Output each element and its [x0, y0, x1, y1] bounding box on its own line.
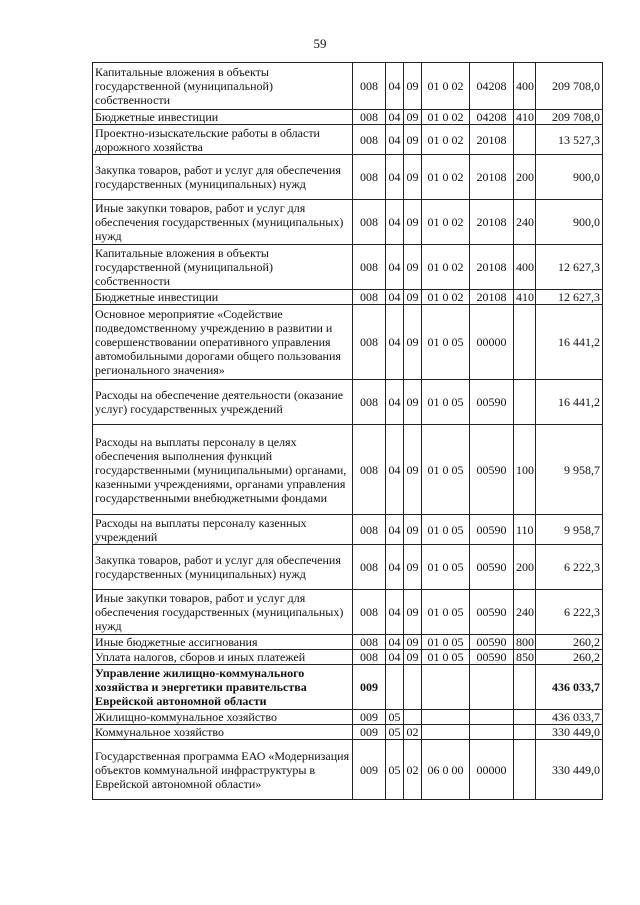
row-gr-code: 008: [353, 290, 386, 305]
row-name: Государственная программа ЕАО «Модернизация объектов коммунальной инфраструктуры в Еврейской автономной области»: [93, 740, 353, 800]
row-gr-code: 009: [353, 665, 386, 710]
row-pr-code: 09: [404, 305, 422, 380]
table-row: [93, 545, 603, 590]
table-row: [93, 725, 603, 740]
row-vr-code: 240: [514, 590, 536, 635]
row-name: Уплата налогов, сборов и иных платежей: [93, 650, 353, 665]
table-row: [93, 425, 603, 515]
row-amount: 16 441,2: [536, 305, 603, 380]
row-vr-code: 110: [514, 515, 536, 545]
row-amount: 330 449,0: [536, 740, 603, 800]
row-name: Проектно-изыскательские работы в области дорожного хозяйства: [93, 125, 353, 155]
row-name: Жилищно-коммунальное хозяйство: [93, 710, 353, 725]
row-vr-code: 240: [514, 200, 536, 245]
row-vr-code: 400: [514, 63, 536, 110]
table-row: [93, 110, 603, 125]
row-csr-direction: [470, 725, 514, 740]
row-gr-code: 008: [353, 245, 386, 290]
row-csr-program: [422, 710, 470, 725]
row-rz-code: 04: [386, 515, 404, 545]
row-csr-direction: 00590: [470, 425, 514, 515]
row-csr-program: 01 0 02: [422, 63, 470, 110]
row-name: Бюджетные инвестиции: [93, 290, 353, 305]
row-gr-code: 008: [353, 63, 386, 110]
row-csr-direction: 20108: [470, 155, 514, 200]
row-pr-code: 02: [404, 725, 422, 740]
row-gr-code: 008: [353, 110, 386, 125]
row-gr-code: 008: [353, 125, 386, 155]
row-csr-direction: 00590: [470, 545, 514, 590]
row-rz-code: 04: [386, 245, 404, 290]
table-row: [93, 515, 603, 545]
row-amount: 12 627,3: [536, 245, 603, 290]
row-rz-code: 04: [386, 200, 404, 245]
row-csr-direction: 20108: [470, 200, 514, 245]
row-csr-program: 01 0 05: [422, 380, 470, 425]
row-amount: 209 708,0: [536, 63, 603, 110]
row-name: Иные закупки товаров, работ и услуг для обеспечения государственных (муниципальных) нужд: [93, 590, 353, 635]
row-name: Бюджетные инвестиции: [93, 110, 353, 125]
table-row: [93, 200, 603, 245]
row-csr-direction: [470, 665, 514, 710]
row-rz-code: 04: [386, 290, 404, 305]
row-amount: 900,0: [536, 155, 603, 200]
row-rz-code: 04: [386, 110, 404, 125]
row-csr-direction: 00590: [470, 650, 514, 665]
row-name: Коммунальное хозяйство: [93, 725, 353, 740]
row-amount: 260,2: [536, 635, 603, 650]
row-pr-code: 02: [404, 740, 422, 800]
row-name: Расходы на выплаты персоналу в целях обеспечения выполнения функций государственными (муниципальными) органами, казенными учреждениями, органами управления государственными внебюджетными фондами: [93, 425, 353, 515]
row-pr-code: 09: [404, 380, 422, 425]
table-row: [93, 740, 603, 800]
table-row: [93, 155, 603, 200]
table-row: [93, 650, 603, 665]
row-amount: 13 527,3: [536, 125, 603, 155]
row-name: Иные закупки товаров, работ и услуг для обеспечения государственных (муниципальных) нужд: [93, 200, 353, 245]
row-name: Расходы на обеспечение деятельности (оказание услуг) государственных учреждений: [93, 380, 353, 425]
row-vr-code: [514, 710, 536, 725]
row-vr-code: 410: [514, 110, 536, 125]
row-pr-code: 09: [404, 635, 422, 650]
row-csr-program: [422, 665, 470, 710]
row-pr-code: 09: [404, 515, 422, 545]
row-pr-code: 09: [404, 425, 422, 515]
row-gr-code: 008: [353, 425, 386, 515]
row-amount: 436 033,7: [536, 710, 603, 725]
page-number: 59: [313, 36, 327, 51]
row-rz-code: 04: [386, 305, 404, 380]
row-amount: 16 441,2: [536, 380, 603, 425]
row-pr-code: 09: [404, 110, 422, 125]
row-vr-code: [514, 665, 536, 710]
row-amount: 9 958,7: [536, 515, 603, 545]
row-name: Иные бюджетные ассигнования: [93, 635, 353, 650]
table-row: [93, 290, 603, 305]
budget-table: [92, 62, 603, 800]
table-row: [93, 305, 603, 380]
row-rz-code: 05: [386, 725, 404, 740]
row-csr-program: 01 0 05: [422, 425, 470, 515]
row-pr-code: 09: [404, 545, 422, 590]
row-vr-code: [514, 305, 536, 380]
row-gr-code: 009: [353, 710, 386, 725]
row-csr-program: 01 0 02: [422, 125, 470, 155]
row-name: Расходы на выплаты персоналу казенных учреждений: [93, 515, 353, 545]
table-row: [93, 380, 603, 425]
row-csr-program: 01 0 05: [422, 515, 470, 545]
row-vr-code: [514, 125, 536, 155]
row-pr-code: 09: [404, 63, 422, 110]
row-csr-direction: 20108: [470, 290, 514, 305]
row-name: Капитальные вложения в объекты государственной (муниципальной) собственности: [93, 63, 353, 110]
row-csr-direction: 00000: [470, 740, 514, 800]
row-gr-code: 009: [353, 725, 386, 740]
row-gr-code: 008: [353, 200, 386, 245]
row-csr-direction: 00590: [470, 515, 514, 545]
row-csr-direction: 00590: [470, 590, 514, 635]
row-amount: 6 222,3: [536, 590, 603, 635]
row-gr-code: 008: [353, 590, 386, 635]
row-vr-code: 800: [514, 635, 536, 650]
table-row: [93, 665, 603, 710]
row-gr-code: 008: [353, 305, 386, 380]
row-rz-code: 04: [386, 635, 404, 650]
row-pr-code: 09: [404, 290, 422, 305]
row-name: Капитальные вложения в объекты государственной (муниципальной) собственности: [93, 245, 353, 290]
row-csr-program: 01 0 02: [422, 200, 470, 245]
row-pr-code: 09: [404, 155, 422, 200]
row-csr-direction: 00000: [470, 305, 514, 380]
table-row: [93, 635, 603, 650]
table-row: [93, 710, 603, 725]
row-rz-code: [386, 665, 404, 710]
row-rz-code: 04: [386, 545, 404, 590]
row-csr-program: 01 0 05: [422, 635, 470, 650]
row-csr-program: 01 0 02: [422, 155, 470, 200]
row-rz-code: 05: [386, 710, 404, 725]
row-rz-code: 04: [386, 380, 404, 425]
row-csr-direction: 00590: [470, 380, 514, 425]
table-row: [93, 590, 603, 635]
row-pr-code: 09: [404, 200, 422, 245]
row-amount: 6 222,3: [536, 545, 603, 590]
row-vr-code: [514, 380, 536, 425]
row-gr-code: 008: [353, 515, 386, 545]
row-amount: 436 033,7: [536, 665, 603, 710]
row-amount: 260,2: [536, 650, 603, 665]
row-vr-code: [514, 740, 536, 800]
row-vr-code: 100: [514, 425, 536, 515]
row-gr-code: 009: [353, 740, 386, 800]
row-gr-code: 008: [353, 635, 386, 650]
row-rz-code: 04: [386, 125, 404, 155]
row-amount: 12 627,3: [536, 290, 603, 305]
row-csr-direction: 04208: [470, 63, 514, 110]
row-name: Основное мероприятие «Содействие подведомственному учреждению в развитии и совершенствовании оперативного управления автомобильными дорогами общего пользования регионального значения»: [93, 305, 353, 380]
row-vr-code: 400: [514, 245, 536, 290]
row-rz-code: 05: [386, 740, 404, 800]
row-csr-direction: 20108: [470, 245, 514, 290]
table-body: [93, 63, 603, 800]
row-csr-program: 06 0 00: [422, 740, 470, 800]
row-csr-program: [422, 725, 470, 740]
row-csr-direction: 00590: [470, 635, 514, 650]
row-gr-code: 008: [353, 650, 386, 665]
table-row: [93, 63, 603, 110]
row-pr-code: [404, 710, 422, 725]
row-csr-program: 01 0 02: [422, 110, 470, 125]
row-rz-code: 04: [386, 590, 404, 635]
row-gr-code: 008: [353, 155, 386, 200]
row-csr-program: 01 0 05: [422, 545, 470, 590]
row-csr-direction: 20108: [470, 125, 514, 155]
row-csr-direction: [470, 710, 514, 725]
row-amount: 330 449,0: [536, 725, 603, 740]
row-vr-code: 200: [514, 545, 536, 590]
row-csr-direction: 04208: [470, 110, 514, 125]
row-name: Закупка товаров, работ и услуг для обеспечения государственных (муниципальных) нужд: [93, 545, 353, 590]
row-rz-code: 04: [386, 63, 404, 110]
row-pr-code: 09: [404, 590, 422, 635]
row-rz-code: 04: [386, 155, 404, 200]
row-csr-program: 01 0 02: [422, 290, 470, 305]
row-vr-code: [514, 725, 536, 740]
row-pr-code: [404, 665, 422, 710]
row-name: Управление жилищно-коммунального хозяйства и энергетики правительства Еврейской автономной области: [93, 665, 353, 710]
row-csr-program: 01 0 02: [422, 245, 470, 290]
row-pr-code: 09: [404, 650, 422, 665]
row-vr-code: 200: [514, 155, 536, 200]
row-amount: 209 708,0: [536, 110, 603, 125]
row-vr-code: 410: [514, 290, 536, 305]
row-csr-program: 01 0 05: [422, 650, 470, 665]
row-gr-code: 008: [353, 545, 386, 590]
row-csr-program: 01 0 05: [422, 305, 470, 380]
table-row: [93, 125, 603, 155]
row-vr-code: 850: [514, 650, 536, 665]
row-amount: 900,0: [536, 200, 603, 245]
row-csr-program: 01 0 05: [422, 590, 470, 635]
row-pr-code: 09: [404, 125, 422, 155]
row-rz-code: 04: [386, 425, 404, 515]
row-amount: 9 958,7: [536, 425, 603, 515]
table-row: [93, 245, 603, 290]
row-name: Закупка товаров, работ и услуг для обеспечения государственных (муниципальных) нужд: [93, 155, 353, 200]
row-rz-code: 04: [386, 650, 404, 665]
row-pr-code: 09: [404, 245, 422, 290]
row-gr-code: 008: [353, 380, 386, 425]
